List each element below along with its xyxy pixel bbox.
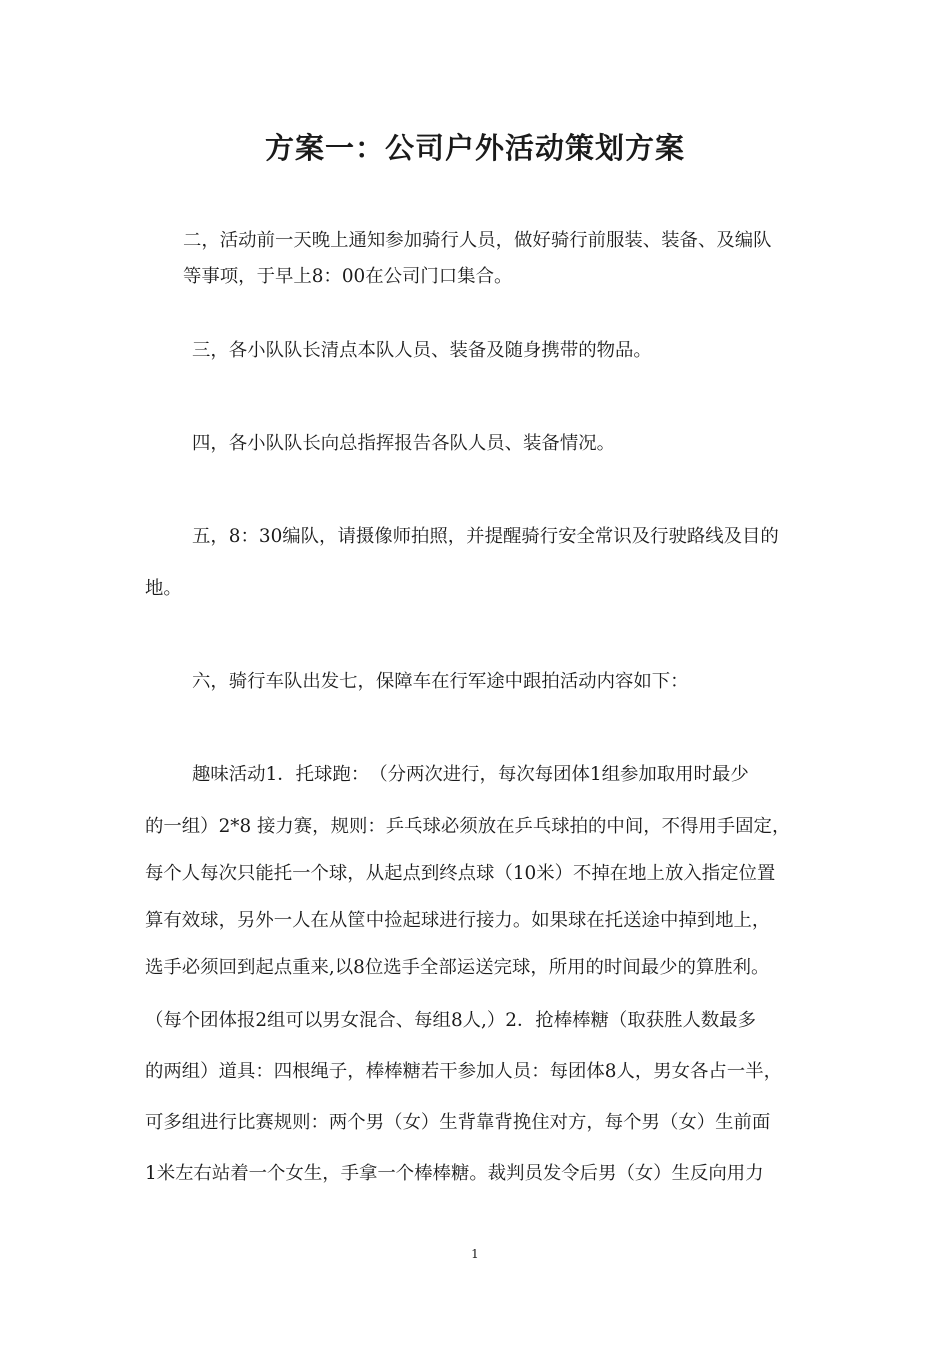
paragraph-4-line-2: 地。 [145, 578, 182, 599]
paragraph-4-line-1: 五，8：30编队，请摄像师拍照，并提醒骑行安全常识及行驶路线及目的 [192, 526, 779, 547]
paragraph-1-line-1: 二，活动前一天晚上通知参加骑行人员，做好骑行前服装、装备、及编队 [183, 230, 772, 251]
paragraph-6-line-6: （每个团体报2组可以男女混合、每组8人,）2．抢棒棒糖（取获胜人数最多 [145, 1010, 757, 1031]
paragraph-6-line-1: 趣味活动1．托球跑： （分两次进行，每次每团体1组参加取用时最少 [192, 764, 749, 785]
paragraph-6-line-5: 选手必须回到起点重来,以8位选手全部运送完球，所用的时间最少的算胜利。 [145, 957, 770, 978]
page-number: 1 [471, 1247, 479, 1261]
paragraph-2-line-1: 三，各小队队长清点本队人员、装备及随身携带的物品。 [192, 340, 652, 361]
paragraph-5-line-1: 六，骑行车队出发七，保障车在行军途中跟拍活动内容如下： [192, 671, 689, 692]
paragraph-6-line-3: 每个人每次只能托一个球，从起点到终点球（10米）不掉在地上放入指定位置 [145, 863, 776, 884]
document-title: 方案一：公司户外活动策划方案 [264, 131, 685, 165]
paragraph-6-line-9: 1米左右站着一个女生，手拿一个棒棒糖。裁判员发令后男（女）生反向用力 [145, 1163, 764, 1184]
paragraph-3-line-1: 四，各小队队长向总指挥报告各队人员、装备情况。 [192, 433, 615, 454]
paragraph-1-line-2: 等事项，于早上8：00在公司门口集合。 [183, 266, 513, 287]
paragraph-6-line-7: 的两组）道具：四根绳子，棒棒糖若干参加人员：每团体8人，男女各占一半， [145, 1061, 782, 1082]
paragraph-6-line-2: 的一组）2*8 接力赛，规则：乒乓球必须放在乒乓球拍的中间，不得用手固定， [145, 816, 791, 837]
paragraph-6-line-4: 算有效球，另外一人在从筐中捡起球进行接力。如果球在托送途中掉到地上， [145, 910, 771, 931]
paragraph-6-line-8: 可多组进行比赛规则：两个男（女）生背靠背挽住对方，每个男（女）生前面 [145, 1112, 771, 1133]
